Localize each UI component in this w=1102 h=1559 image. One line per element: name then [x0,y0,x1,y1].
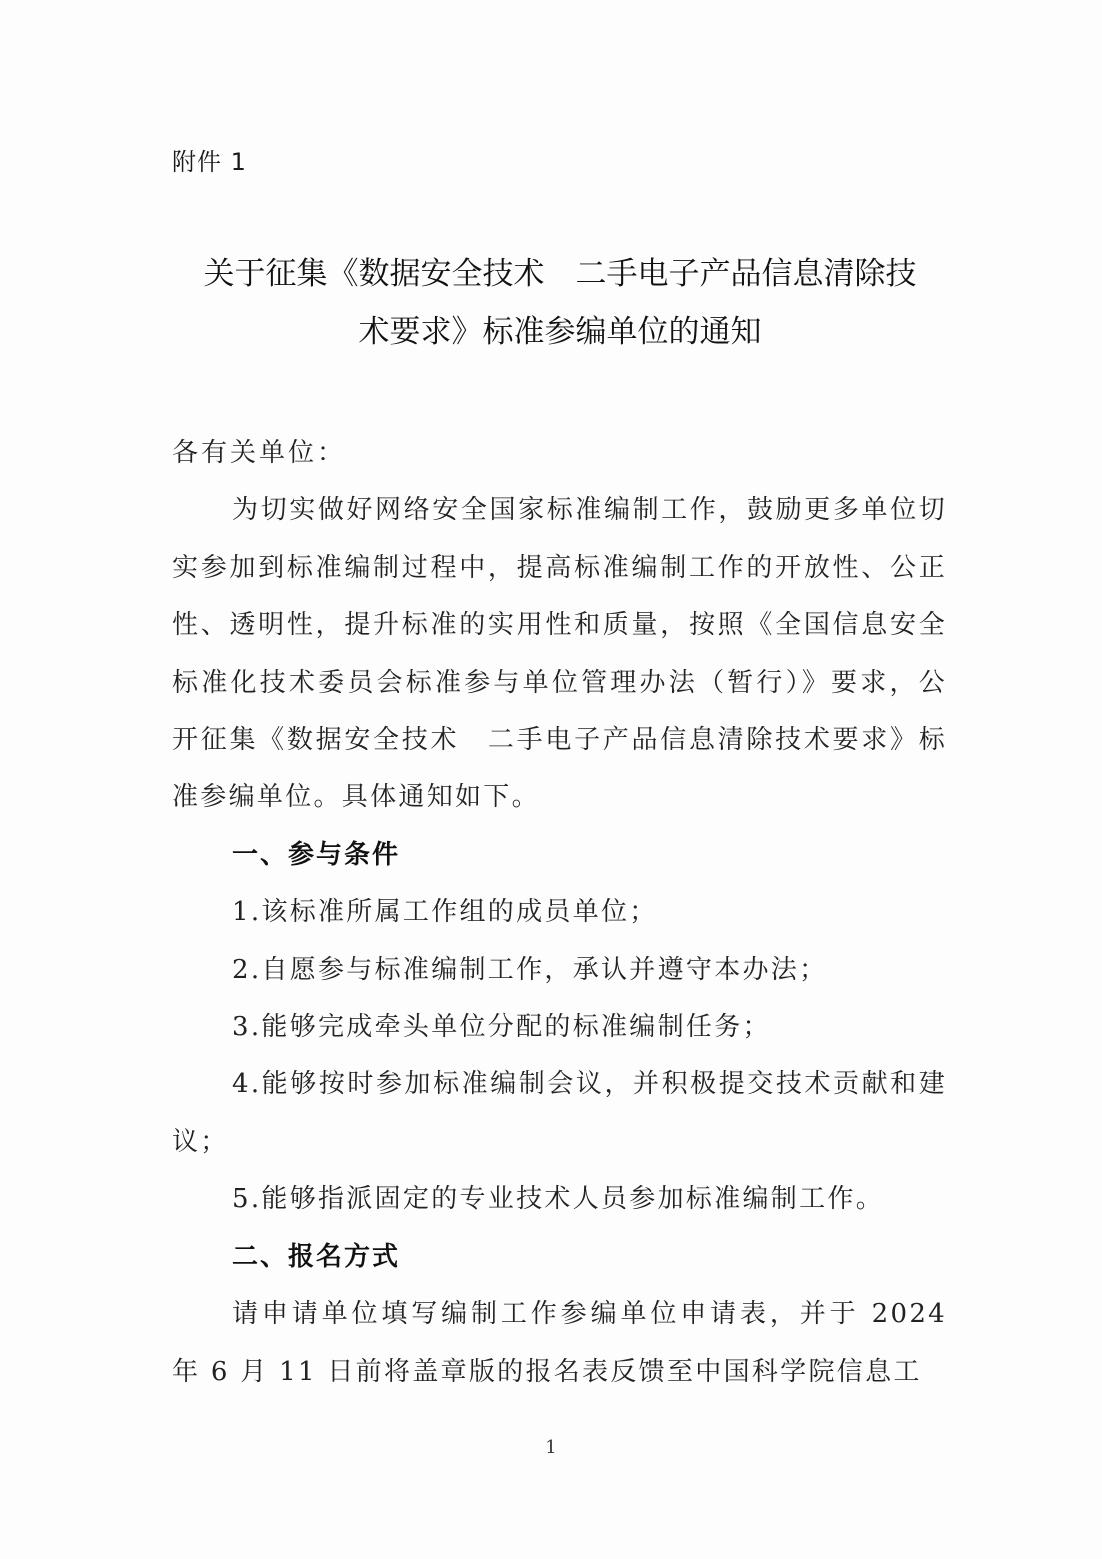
title-line-2: 术要求》标准参编单位的通知 [358,314,762,350]
page-number: 1 [545,1437,557,1458]
title-line-1: 关于征集《数据安全技术 二手电子产品信息清除技 [203,256,917,292]
condition-item: 3.能够完成牵头单位分配的标准编制任务； [232,1012,771,1043]
registration-paragraph: 请申请单位填写编制工作参编单位申请表，并于 2024 年 6 月 11 日前将盖章版的报名表反馈至中国科学院信息工 [172,1299,947,1387]
salutation: 各有关单位： [172,438,347,468]
condition-item: 1.该标准所属工作组的成员单位； [232,897,658,928]
intro-paragraph: 为切实做好网络安全国家标准编制工作，鼓励更多单位切实参加到标准编制过程中，提高标准编制工作的开放性、公正性、透明性，提升标准的实用性和质量，按照《全国信息安全标准化技术委员会标准参与单位管理办法（暂行）》要求，公开征集《数据安全技术 二手电子产品信息清除技术要求》标准参编单位。具体通知如下。 [172,495,947,813]
section-heading-registration: 二、报名方式 [232,1241,401,1272]
condition-item: 4.能够按时参加标准编制会议，并积极提交技术贡献和建议； [172,1069,947,1157]
section-heading-conditions: 一、参与条件 [232,839,401,870]
document-title [165,245,955,361]
document-body [172,425,947,1401]
condition-item: 5.能够指派固定的专业技术人员参加标准编制工作。 [232,1184,885,1215]
condition-item: 2.自愿参与标准编制工作，承认并遵守本办法； [232,954,828,985]
attachment-label: 附件 1 [172,148,247,176]
